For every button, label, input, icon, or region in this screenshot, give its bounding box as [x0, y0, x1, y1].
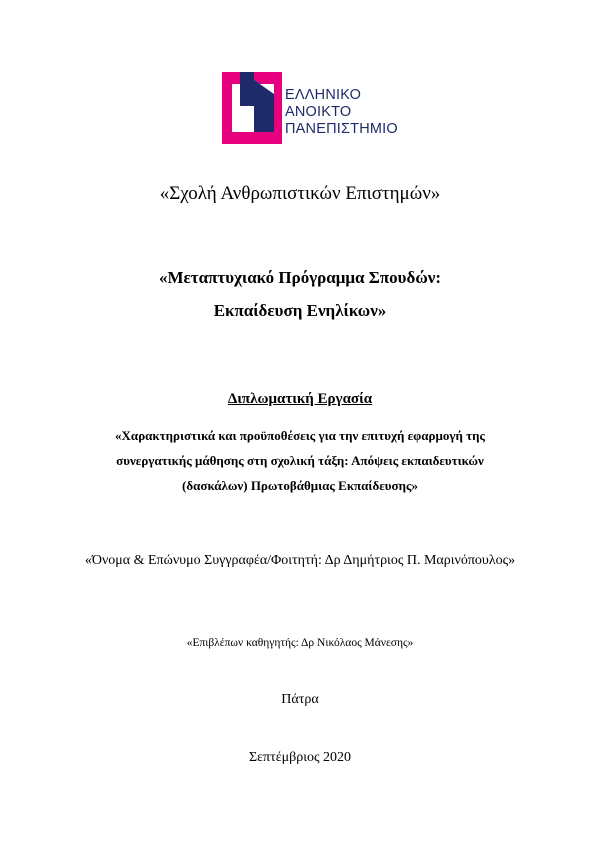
supervisor-line: «Επιβλέπων καθηγητής: Δρ Νικόλαος Μάνεσης»: [186, 637, 414, 649]
program-title-line-2: Εκπαίδευση Ενηλίκων»: [213, 301, 387, 320]
city: Πάτρα: [281, 692, 319, 707]
thesis-title-line-1: «Χαρακτηριστικά και προϋποθέσεις για την επιτυχή εφαρμογή της: [115, 428, 485, 443]
school-name: «Σχολή Ανθρωπιστικών Επιστημών»: [159, 183, 441, 204]
thesis-title-line-3: (δασκάλων) Πρωτοβάθμιας Εκπαίδευσης»: [182, 478, 418, 493]
thesis-label: Διπλωματική Εργασία: [227, 391, 373, 407]
logo-wordmark: [285, 87, 398, 138]
logo-line-3: ΠΑΝΕΠΙΣΤΗΜΙΟ: [285, 121, 398, 137]
author-line: «Όνομα & Επώνυμο Συγγραφέα/Φοιτητή: Δρ Δημήτριος Π. Μαρινόπουλος»: [84, 553, 516, 568]
logo-line-1: ΕΛΛΗΝΙΚΟ: [285, 87, 362, 103]
date: Σεπτέμβριος 2020: [248, 750, 352, 765]
thesis-title-line-2: συνεργατικής μάθησης στη σχολική τάξη: Απόψεις εκπαιδευτικών: [116, 453, 484, 468]
program-title-line-1: «Μεταπτυχιακό Πρόγραμμα Σπουδών:: [158, 268, 442, 287]
logo-emblem-icon: [222, 72, 282, 144]
logo-line-2: ΑΝΟΙΚΤΟ: [285, 104, 352, 120]
university-logo: [222, 72, 422, 144]
logo-navy-bar: [240, 72, 254, 106]
